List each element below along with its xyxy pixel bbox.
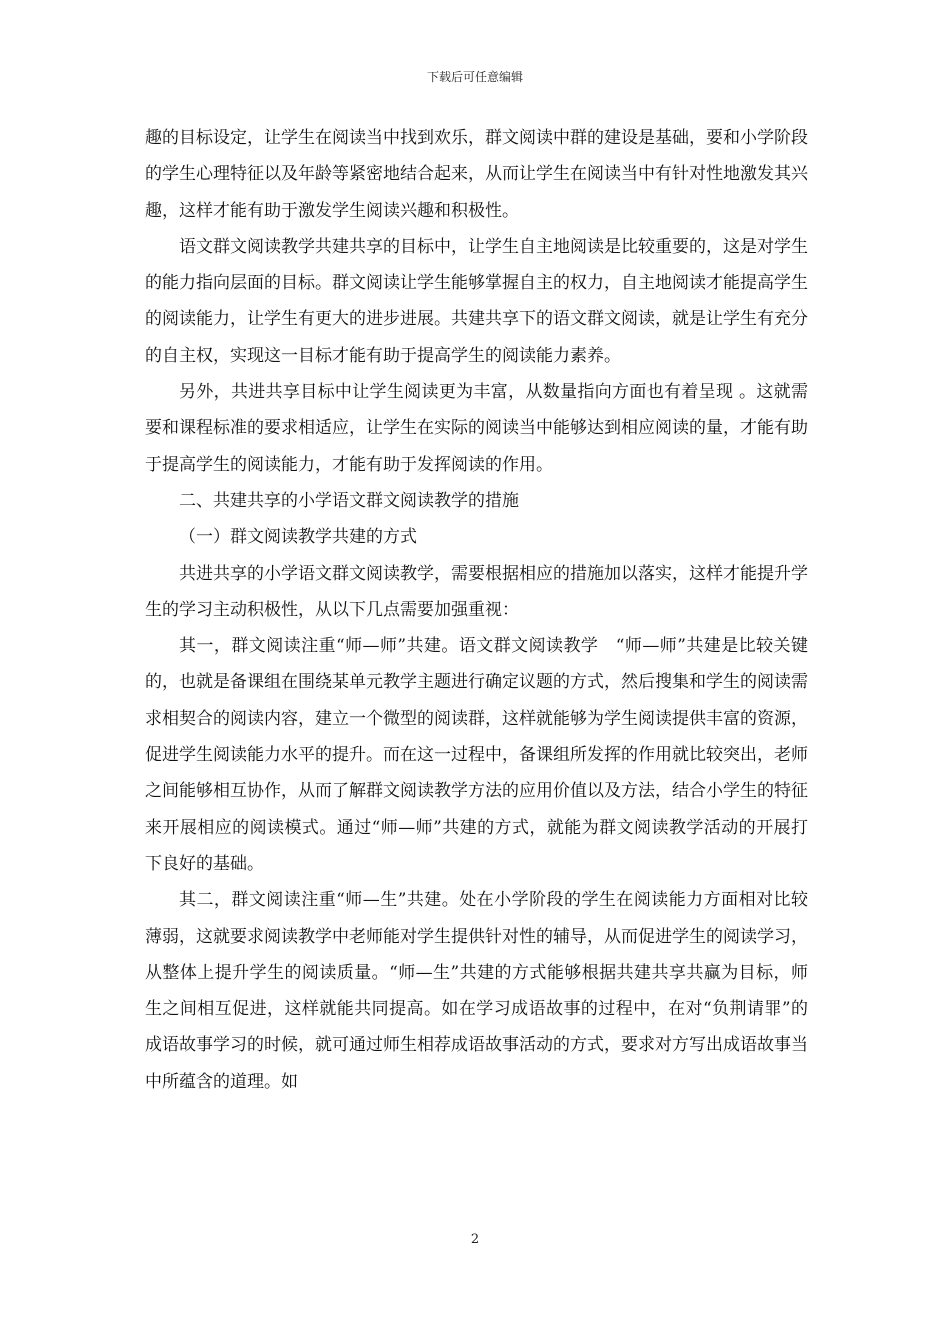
paragraph-reading-quantity: 另外，共进共享目标中让学生阅读更为丰富，从数量指向方面也有着呈现 。这就需要和课程标准的要求相适应，让学生在实际的阅读当中能够达到相应阅读的量，才能有助于提高学生的阅读能力，才能有助于发挥阅读的作用。 bbox=[145, 382, 808, 475]
paragraph-teacher-teacher: 其一，群文阅读注重“师—师”共建。语文群文阅读教学 “师—师”共建是比较关键的，也就是备课组在围绕某单元教学主题进行确定议题的方式，然后搜集和学生的阅读需求相契合的阅读内容，建立一个微型的阅读群，这样就能够为学生阅读提供丰富的资源，促进学生阅读能力水平的提升。而在这一过程中，备课组所发挥的作用就比较突出，老师之间能够相互协作，从而了解群文阅读教学方法的应用价值以及方法，结合小学生的特征来开展相应的阅读模式。通过“师—师”共建的方式，就能为群文阅读教学活动的开展打下良好的基础。 bbox=[145, 636, 808, 874]
page-number: 2 bbox=[470, 1232, 480, 1247]
paragraph-measures-intro: 共进共享的小学语文群文阅读教学，需要根据相应的措施加以落实，这样才能提升学生的学习主动积极性，从以下几点需要加强重视： bbox=[145, 563, 808, 620]
subsection-heading: （一）群文阅读教学共建的方式 bbox=[179, 527, 417, 548]
paragraph-teacher-student: 其二，群文阅读注重“师—生”共建。处在小学阶段的学生在阅读能力方面相对比较薄弱，这就要求阅读教学中老师能对学生提供针对性的辅导，从而促进学生的阅读学习，从整体上提升学生的阅读质量。“师—生”共建的方式能够根据共建共享共赢为目标，师生之间相互促进，这样就能共同提高。如在学习成语故事的过程中，在对“负荆请罪”的成语故事学习的时候，就可通过师生相荐成语故事活动的方式，要求对方写出成语故事当中所蕴含的道理。如 bbox=[145, 890, 808, 1092]
section-heading: 二、共建共享的小学语文群文阅读教学的措施 bbox=[179, 490, 519, 511]
paragraph-autonomous-reading: 语文群文阅读教学共建共享的目标中，让学生自主地阅读是比较重要的，这是对学生的能力指向层面的目标。群文阅读让学生能够掌握自主的权力，自主地阅读才能提高学生的阅读能力，让学生有更大的进步进展。共建共享下的语文群文阅读，就是让学生有充分的自主权，实现这一目标才能有助于提高学生的阅读能力素养。 bbox=[145, 236, 808, 366]
paragraph-continuation: 趣的目标设定，让学生在阅读当中找到欢乐，群文阅读中群的建设是基础，要和小学阶段的学生心理特征以及年龄等紧密地结合起来，从而让学生在阅读当中有针对性地激发其兴趣，这样才能有助于激发学生阅读兴趣和积极性。 bbox=[145, 128, 808, 221]
page-header: 下载后可任意编辑 bbox=[426, 70, 523, 84]
document-body bbox=[145, 120, 808, 1100]
